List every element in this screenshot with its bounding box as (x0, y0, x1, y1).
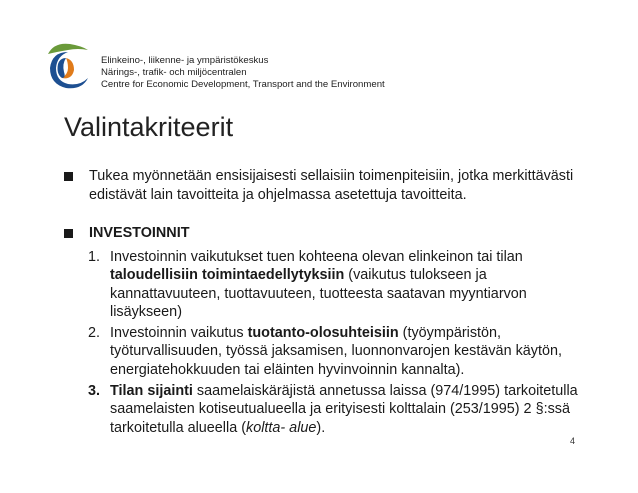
square-bullet-icon (64, 172, 73, 181)
list-item (88, 248, 588, 321)
bullet-heading: INVESTOINNIT (89, 225, 190, 241)
criteria-list (88, 248, 588, 440)
bullet-investments (64, 224, 609, 243)
bullet-support-priority (64, 167, 609, 204)
org-name-english: Centre for Economic Development, Transport and the Environment (101, 79, 385, 91)
item-number: 2. (88, 325, 101, 342)
org-name-finnish: Elinkeino-, liikenne- ja ympäristökeskus (101, 55, 269, 66)
page-number: 4 (570, 436, 576, 446)
item-text (110, 324, 588, 379)
square-bullet-icon (64, 229, 73, 238)
list-item (88, 382, 588, 437)
organization-name (101, 55, 385, 92)
org-name-swedish: Närings-, trafik- och miljöcentralen (101, 67, 247, 79)
logo-blue-inner (58, 58, 67, 78)
logo-green-arc (48, 44, 88, 54)
list-item (88, 324, 588, 379)
item-text (110, 248, 588, 321)
item-text-plain: (työympäristön, työturvallisuuden, työssä jaksamisen, luonnonvarojen kestävän käytön, energiatehokkuuden tai eläinten hyvinvoinnin kannalta). (110, 325, 562, 378)
item-number: 1. (88, 249, 101, 265)
slide-title: Valintakriteerit (64, 112, 234, 142)
item-text-italic: koltta- alue (246, 419, 317, 436)
item-text-bold: taloudellisiin toimintaedellytyksiin (110, 267, 345, 284)
item-text-bold: Tilan sijainti (110, 383, 193, 400)
item-text-plain: ). (316, 419, 326, 436)
item-text-plain: (vaikutus tulokseen ja kannattavuuteen, tuottavuuteen, tuotteesta saatavan myyntiarvon lisäykseen) (110, 267, 527, 320)
item-text-plain: Investoinnin vaikutus (110, 325, 248, 342)
item-text-plain: Investoinnin vaikutukset tuen kohteena olevan elinkeinon tai tilan (110, 249, 523, 265)
item-text-plain: saamelaiskäräjistä annetussa laissa (974/1995) tarkoitetulla saamelaisten kotiseutualueella ja erityisesti kolttalain (253/1995) 2 §:ssä tarkoitetulla alueella ( (110, 383, 578, 436)
bullet-text: Tukea myönnetään ensisijaisesti sellaisiin toimenpiteisiin, jotka merkittävästi edistävät lain tavoitteita ja ohjelmassa asetettuja tavoitteita. (89, 168, 574, 203)
item-number: 3. (88, 383, 101, 400)
ely-centre-logo (44, 40, 92, 92)
item-text-bold: tuotanto-olosuhteisiin (247, 325, 399, 342)
item-text (110, 382, 588, 437)
